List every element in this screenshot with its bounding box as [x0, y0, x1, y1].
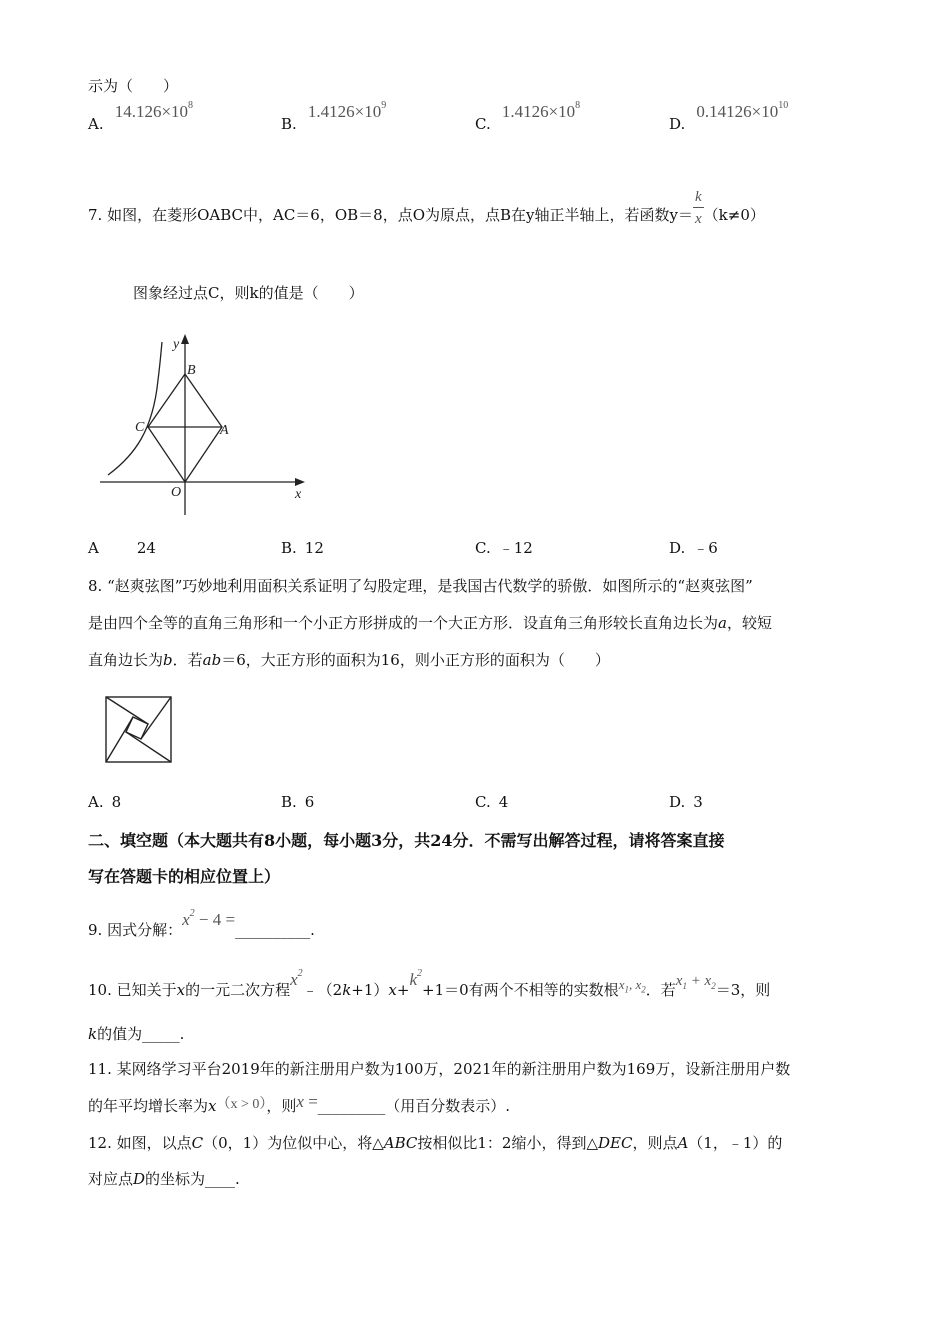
option-value: ﹣12 — [498, 539, 533, 557]
q11-text: （用百分数表示）. — [385, 1097, 511, 1115]
q7-option-d[interactable] — [669, 538, 718, 558]
inner-square — [126, 717, 148, 739]
outer-square — [106, 697, 171, 762]
triangle-dec: DEC — [597, 1134, 633, 1152]
q10-text: 10. 已知关于 — [88, 981, 177, 999]
q12-text: （1，﹣1）的 — [688, 1134, 783, 1152]
answer-blank[interactable]: __________ — [235, 921, 311, 939]
option-label: A. — [88, 115, 104, 133]
point-c: C — [191, 1134, 204, 1152]
sum-x1-x2: $x_1 + x_2$ — [675, 973, 716, 991]
option-label: C. — [475, 115, 491, 133]
label-c: C — [135, 420, 145, 435]
triangle-edge-2 — [141, 697, 171, 739]
var-x: x — [208, 1097, 217, 1115]
q10-text: ﹣（2 — [302, 981, 343, 999]
y-axis-arrow — [181, 334, 189, 344]
var-a: a — [718, 614, 727, 632]
var-x: x — [388, 981, 397, 999]
label-y: y — [173, 337, 180, 352]
roots-x1-x2: $x_1$, $x_2$ — [618, 977, 646, 995]
q11-text: 的年平均增长率为 — [88, 1097, 209, 1115]
q12-text: 按相似比1：2缩小，得到△ — [417, 1134, 598, 1152]
rhombus-figure — [95, 330, 315, 520]
q6-option-c[interactable] — [475, 100, 581, 134]
fraction-k-over-x: $\frac{k}{x}$ — [694, 189, 702, 227]
answer-blank[interactable]: _________ — [317, 1097, 386, 1115]
point-d: D — [133, 1170, 146, 1188]
q7-option-a[interactable] — [88, 538, 156, 558]
label-x: x — [295, 487, 302, 502]
q9 — [88, 908, 315, 940]
triangle-abc: ABC — [383, 1134, 418, 1152]
option-label: A. — [88, 793, 104, 811]
q6-option-b[interactable] — [281, 100, 387, 134]
q6-tail: 示为（ ） — [88, 77, 179, 95]
var-x: x — [296, 1092, 304, 1111]
x-squared: $x^2$ — [290, 968, 303, 989]
q7-option-c[interactable] — [475, 538, 533, 558]
q8-line3-text: 直角边长为 — [88, 651, 164, 669]
q12-text: 12. 如图，以点 — [88, 1134, 192, 1152]
q11-line1: 11. 某网络学习平台2019年的新注册用户数为100万，2021年的新注册用户数为169万，设新注册用户数 — [88, 1060, 791, 1078]
option-label: D. — [669, 539, 686, 557]
triangle-edge-4 — [106, 717, 133, 762]
q10-line2 — [88, 1024, 184, 1044]
q10-text: 的一元二次方程 — [185, 981, 291, 999]
option-label: D. — [669, 793, 686, 811]
option-label: B. — [281, 793, 297, 811]
q12-text: （0，1）为位似中心，将△ — [203, 1134, 384, 1152]
triangle-edge-3 — [126, 732, 171, 762]
q8-line2-end: ，较短 — [726, 614, 772, 632]
q7-stem-text: 7. 如图，在菱形OABC中，AC＝6，OB＝8，点O为原点，点B在y轴正半轴上，若函数y＝ — [88, 206, 693, 224]
q11-line2 — [88, 1092, 511, 1118]
q10-text: ．若 — [645, 981, 676, 999]
hyperbola-curve — [108, 342, 162, 475]
q7-stem-cont: 图象经过点C，则k的值是（ ） — [133, 284, 364, 302]
option-label: B. — [281, 539, 297, 557]
q12-text: 对应点 — [88, 1170, 134, 1188]
q10-line1 — [88, 968, 771, 1006]
label-o: O — [171, 485, 182, 500]
option-value: 6 — [304, 793, 315, 811]
q8-line3-end: ＝6，大正方形的面积为16，则小正方形的面积为（ ） — [221, 651, 610, 669]
option-value: 12 — [304, 539, 324, 557]
scientific-notation: $1.4126\times 10^8$ — [501, 100, 581, 121]
option-value: 3 — [693, 793, 703, 811]
option-label: C. — [475, 793, 491, 811]
q8-line2 — [88, 613, 772, 633]
var-ab: ab — [202, 651, 222, 669]
q12-line2 — [88, 1169, 240, 1189]
q7-condition: （k≠0） — [703, 206, 765, 224]
option-label: B. — [281, 115, 297, 133]
q8-line1: 8. “赵爽弦图”巧妙地利用面积关系证明了勾股定理，是我国古代数学的骄傲．如图所示的“赵爽弦图” — [88, 577, 753, 595]
scientific-notation: $1.4126\times 10^9$ — [307, 100, 387, 121]
label-a: A — [220, 423, 229, 438]
q8-line3-if: ．若 — [172, 651, 203, 669]
var-b: b — [163, 651, 173, 669]
k-squared: $k^2$ — [409, 968, 423, 989]
q12-answer-prompt[interactable]: 的坐标为____. — [145, 1170, 240, 1188]
option-label: A — [88, 539, 99, 557]
q8-option-c[interactable] — [475, 792, 508, 812]
option-label: C. — [475, 539, 491, 557]
equals-sign: = — [303, 1092, 318, 1111]
scientific-notation: $14.126\times 10^8$ — [114, 100, 194, 121]
q10-text: +1） — [351, 981, 389, 999]
q9-expression: $x^2 - 4$ = — [182, 908, 236, 929]
q9-end: . — [310, 921, 315, 939]
q8-option-a[interactable] — [88, 792, 121, 812]
q9-prefix: 9. 因式分解： — [88, 921, 183, 939]
section2-heading-line1: 二、填空题（本大题共有8小题，每小题3分，共24分．不需写出解答过程，请将答案直接 — [88, 831, 725, 850]
var-k: k — [342, 981, 352, 999]
var-x: x — [176, 981, 186, 999]
q11-condition: （x > 0） — [216, 1097, 267, 1112]
q12-text: ，则点 — [632, 1134, 678, 1152]
x-axis-arrow — [295, 478, 305, 486]
q10-answer-prompt[interactable]: 的值为_____. — [97, 1025, 185, 1043]
point-a: A — [677, 1134, 689, 1152]
q8-option-b[interactable] — [281, 792, 314, 812]
q11-text: ，则 — [266, 1097, 297, 1115]
q8-line2-text: 是由四个全等的直角三角形和一个小正方形拼成的一个大正方形．设直角三角形较长直角边长为 — [88, 614, 719, 632]
option-value: ﹣6 — [693, 539, 718, 557]
option-label: D. — [669, 115, 686, 133]
q10-text: ＝3，则 — [715, 981, 771, 999]
q8-line3 — [88, 650, 610, 670]
label-b: B — [187, 363, 196, 378]
q7-option-b[interactable] — [281, 538, 324, 558]
q12-line1 — [88, 1133, 782, 1153]
option-value: 4 — [498, 793, 509, 811]
q10-text: + — [396, 981, 410, 999]
zhao-shuang-diagram — [104, 695, 174, 765]
q6-option-a[interactable] — [88, 100, 194, 134]
option-value: 8 — [111, 793, 122, 811]
q7-stem — [88, 189, 765, 236]
var-k: k — [88, 1025, 98, 1043]
option-value: 24 — [136, 539, 156, 557]
section2-heading-line2: 写在答题卡的相应位置上） — [88, 867, 281, 886]
scientific-notation: $0.14126\times 10^{10}$ — [696, 100, 789, 121]
triangle-edge-1 — [106, 697, 148, 724]
q8-option-d[interactable] — [669, 792, 703, 812]
q6-option-d[interactable] — [669, 100, 789, 134]
q10-text: +1＝0有两个不相等的实数根 — [422, 981, 619, 999]
